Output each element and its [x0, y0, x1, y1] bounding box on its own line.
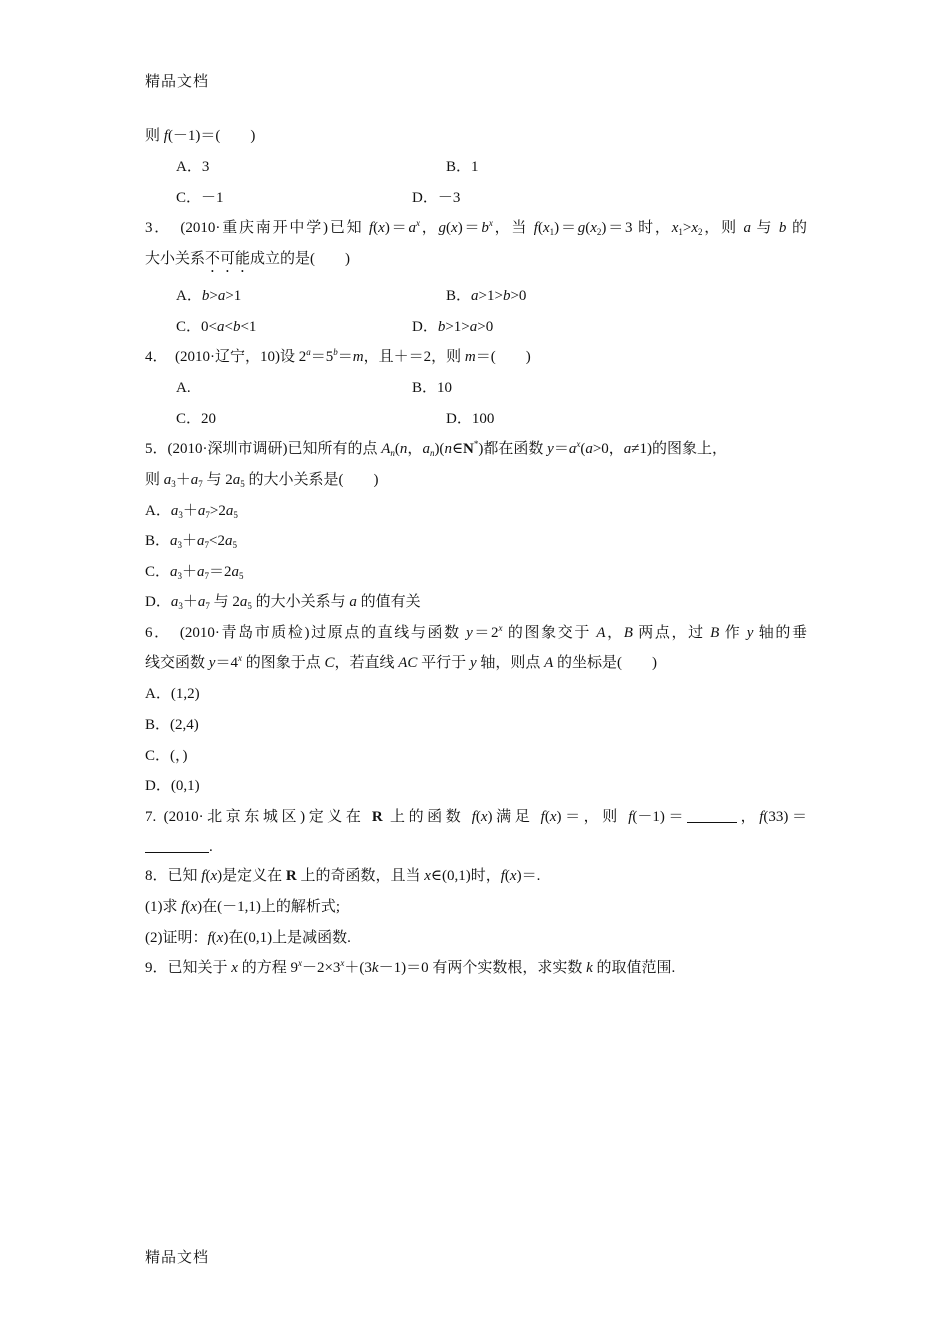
- answer-blank[interactable]: [687, 808, 737, 823]
- q5-option-b: B．$a_3+a_7<2a_5$: [145, 533, 237, 550]
- q3-option-c: C．0<a<b<1: [176, 319, 257, 335]
- q7-stem-line2: .: [145, 837, 213, 857]
- emphasis-dotted-text: 不可能: [205, 251, 251, 267]
- answer-blank[interactable]: [145, 838, 209, 853]
- q6-option-c: C．(，): [145, 748, 188, 764]
- q8-part2: (2)证明：f(x)在(0,1)上是减函数.: [145, 930, 351, 946]
- q5-stem-line1: 5．(2010·深圳市调研)已知所有的点 $A_n(n$，$a_n)(n\in N^*)$都在函数 $y=a^x(a>0$，a≠1)的图象上，: [145, 439, 728, 458]
- q5-option-a: A．$a_3+a_7>2a_5$: [145, 503, 238, 520]
- q2-option-a: A．3: [176, 159, 210, 175]
- q3-stem-line1: 3． (2010·重庆南开中学)已知 $f(x)=a^x$，$g(x)=b^x$，当 $f(x_1)=g(x_2)=3$ 时，$x_1>x_2$，则 a 与 b 的: [145, 218, 807, 237]
- q8-stem: 8．已知 f(x)是定义在 R 上的奇函数，且当 x∈(0,1)时，f(x)＝.: [145, 868, 541, 884]
- q4-option-a: A.: [176, 380, 191, 396]
- q3-option-a: A．b>a>1: [176, 288, 242, 304]
- q8-part1: (1)求 f(x)在(－1,1)上的解析式;: [145, 899, 340, 915]
- q4-option-b: B．10: [412, 380, 453, 396]
- q6-stem-line1: 6． (2010·青岛市质检)过原点的直线与函数 $y=2^x$ 的图象交于 A，B 两点，过 B 作 y 轴的垂: [145, 623, 807, 641]
- q2-option-d: D．－3: [412, 190, 461, 206]
- q3-option-b: B．a>1>b>0: [446, 288, 527, 304]
- q3-option-d: D．b>1>a>0: [412, 319, 494, 335]
- q2-stem: 则 f(－1)＝( ): [145, 128, 256, 144]
- q2-option-b: B．1: [446, 159, 479, 175]
- q7-stem-line1: 7. (2010·北京东城区)定义在 R 上的函数 f(x)满足 f(x)＝，则 f(－1)＝ ，f(33)＝: [145, 809, 807, 825]
- q6-option-b: B．(2,4): [145, 717, 199, 733]
- page-footer: 精品文档: [145, 1250, 210, 1266]
- q5-option-c: C．$a_3+a_7=2a_5$: [145, 564, 244, 581]
- q6-stem-line2: 线交函数 $y=4^x$ 的图象于点 C，若直线 AC 平行于 y 轴，则点 A 的坐标是( ): [145, 653, 658, 671]
- q3-stem-line2: 大小关系不可能成立的是( ): [145, 251, 351, 267]
- q6-option-a: A．(1,2): [145, 686, 200, 702]
- q4-stem: 4． (2010·辽宁，10)设 $2^a=5^b=m$，且＋＝2，则 m＝( ): [145, 347, 531, 365]
- q9-stem: 9．已知关于 x 的方程 $9^x-2\times 3^x+(3k-1)=0$ 有两个实数根，求实数 k 的取值范围.: [145, 958, 676, 976]
- q4-option-d: D．100: [446, 411, 495, 427]
- q2-option-c: C．－1: [176, 190, 224, 206]
- q4-option-c: C．20: [176, 411, 217, 427]
- q5-stem-line2: 则 $a_3+a_7$ 与 $2a_5$ 的大小关系是( ): [145, 472, 379, 489]
- page-header: 精品文档: [145, 74, 210, 90]
- q6-option-d: D．(0,1): [145, 778, 200, 794]
- q5-option-d: D．$a_3+a_7$ 与 $2a_5$ 的大小关系与 a 的值有关: [145, 594, 421, 611]
